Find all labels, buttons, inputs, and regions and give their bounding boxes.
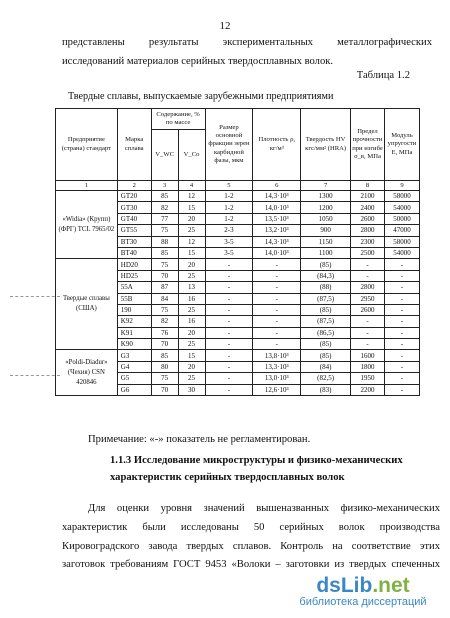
table-cell: GT40: [117, 213, 151, 224]
table-cell: K91: [117, 327, 151, 338]
header-bend: Предел прочности при изгибе σ_в, МПа: [351, 109, 385, 181]
table-cell: 1950: [351, 373, 385, 384]
table-cell: 12,6·10³: [253, 384, 301, 395]
table-cell: 13: [178, 282, 205, 293]
table-cell: -: [205, 293, 253, 304]
margin-dash: [10, 375, 60, 376]
table-cell: 1100: [301, 247, 351, 258]
table-cell: -: [205, 270, 253, 281]
table-cell: (88): [301, 282, 351, 293]
table-cell: G6: [117, 384, 151, 395]
table-cell: -: [351, 327, 385, 338]
table-cell: 2200: [351, 384, 385, 395]
header-content-co: V_Co: [178, 130, 205, 181]
table-cell: 1800: [351, 361, 385, 372]
table-cell: G3: [117, 350, 151, 361]
table-cell: 12: [178, 191, 205, 202]
table-cell: 2950: [351, 293, 385, 304]
table-cell: 20: [178, 327, 205, 338]
table-cell: 25: [178, 373, 205, 384]
table-cell: -: [384, 373, 419, 384]
index-cell: 3: [151, 181, 178, 191]
table-cell: -: [205, 327, 253, 338]
header-hardness: Твердость HV кгс/мм² (HRA): [301, 109, 351, 181]
table-cell: 3-5: [205, 236, 253, 247]
table-cell: 1-2: [205, 213, 253, 224]
table-caption: Твердые сплавы, выпускаемые зарубежными предприятиями: [68, 91, 334, 102]
table-cell: 15: [178, 202, 205, 213]
table-cell: -: [205, 339, 253, 350]
table-cell: HD25: [117, 270, 151, 281]
header-grain: Размер основной фракции зерен карбидной фазы, мкм: [205, 109, 253, 181]
watermark-subtitle: библиотека диссертаций: [299, 596, 427, 608]
index-cell: 6: [253, 181, 301, 191]
table-cell: 87: [151, 282, 178, 293]
table-cell: 25: [178, 225, 205, 236]
header-grade: Марка сплава: [117, 109, 151, 181]
table-cell: 15: [178, 247, 205, 258]
table-cell: 14,0·10³: [253, 202, 301, 213]
table-cell: (86,5): [301, 327, 351, 338]
index-cell: 9: [384, 181, 419, 191]
intro-line-2: исследований материалов серийных твердосплавных волок.: [62, 56, 334, 67]
table-cell: 84: [151, 293, 178, 304]
table-cell: (85): [301, 339, 351, 350]
table-cell: -: [351, 316, 385, 327]
table-cell: 2800: [351, 225, 385, 236]
page-number: 12: [219, 20, 231, 32]
table-cell: -: [253, 270, 301, 281]
table-cell: 1600: [351, 350, 385, 361]
header-company: Предприятие (страна) стандарт: [56, 109, 118, 181]
index-cell: 8: [351, 181, 385, 191]
table-cell: 70: [151, 384, 178, 395]
table-cell: GT20: [117, 191, 151, 202]
table-cell: GT55: [117, 225, 151, 236]
table-cell: -: [384, 350, 419, 361]
index-cell: 4: [178, 181, 205, 191]
table-cell: 54000: [384, 202, 419, 213]
index-row: [56, 181, 420, 191]
header-modulus: Модуль упругости E, МПа: [384, 109, 419, 181]
table-cell: -: [253, 316, 301, 327]
table-cell: 75: [151, 373, 178, 384]
watermark-brand: [288, 574, 438, 598]
table-cell: 13,0·10³: [253, 373, 301, 384]
table-cell: G4: [117, 361, 151, 372]
header-density: Плотность ρ, кг/м³: [253, 109, 301, 181]
table-cell: 13,3·10³: [253, 361, 301, 372]
table-cell: 190: [117, 304, 151, 315]
table-cell: (87,5): [301, 293, 351, 304]
table-cell: -: [205, 350, 253, 361]
index-cell: 7: [301, 181, 351, 191]
watermark-brand-b: .net: [372, 574, 410, 597]
table-cell: 55A: [117, 282, 151, 293]
watermark-brand-a: dsLib: [316, 574, 373, 597]
group-name: «Poldi-Diadur» (Чехия) CSN 420846: [56, 350, 118, 396]
table-cell: 20: [178, 259, 205, 270]
table-cell: -: [384, 282, 419, 293]
header-content: Содержание, % по массе: [151, 109, 205, 130]
table-cell: 55B: [117, 293, 151, 304]
table-cell: 16: [178, 293, 205, 304]
intro-line-1: представлены результаты экспериментальных металлографических: [62, 37, 432, 48]
table-cell: 14,0·10³: [253, 247, 301, 258]
group-name: «Widia» (Крупп) (ФРГ) TCL 7965/02: [56, 191, 118, 259]
table-cell: -: [384, 361, 419, 372]
table-cell: -: [205, 304, 253, 315]
table-cell: 50000: [384, 213, 419, 224]
table-cell: 1050: [301, 213, 351, 224]
table-cell: 85: [151, 191, 178, 202]
table-cell: -: [253, 327, 301, 338]
table-cell: 900: [301, 225, 351, 236]
table-cell: -: [384, 259, 419, 270]
table-cell: 58000: [384, 191, 419, 202]
table-row: [56, 191, 420, 202]
body-line-4: заготовок требованиям ГОСТ 9453 «Волоки – заготовки из твердых спеченных: [62, 559, 440, 571]
table-cell: 2100: [351, 191, 385, 202]
table-cell: 2800: [351, 282, 385, 293]
table-cell: GT30: [117, 202, 151, 213]
table-cell: 82: [151, 202, 178, 213]
table-cell: 76: [151, 327, 178, 338]
table-cell: -: [351, 270, 385, 281]
table-row: [56, 259, 420, 270]
table-cell: 2400: [351, 202, 385, 213]
table-cell: HD20: [117, 259, 151, 270]
table-cell: (82,5): [301, 373, 351, 384]
table-cell: 3-5: [205, 247, 253, 258]
table-cell: 70: [151, 270, 178, 281]
index-cell: 1: [56, 181, 118, 191]
table-cell: (85): [301, 259, 351, 270]
table-label: Таблица 1.2: [356, 70, 410, 81]
table-cell: 85: [151, 350, 178, 361]
table-cell: -: [205, 259, 253, 270]
table-cell: (85): [301, 304, 351, 315]
table-cell: 47000: [384, 225, 419, 236]
table-cell: 2600: [351, 213, 385, 224]
table-cell: 1200: [301, 202, 351, 213]
table-cell: 54000: [384, 247, 419, 258]
table-cell: 1-2: [205, 202, 253, 213]
body-line-3: Кировоградского завода твердых сплавов. Контроль на соответствие этих: [62, 540, 440, 552]
table-cell: 14,3·10³: [253, 236, 301, 247]
table-cell: 88: [151, 236, 178, 247]
table-cell: (84,3): [301, 270, 351, 281]
index-cell: 5: [205, 181, 253, 191]
table-cell: 85: [151, 247, 178, 258]
index-cell: 2: [117, 181, 151, 191]
table-cell: (85): [301, 350, 351, 361]
body-paragraph: [62, 500, 440, 575]
table-cell: 2500: [351, 247, 385, 258]
table-cell: 1150: [301, 236, 351, 247]
table-cell: -: [205, 316, 253, 327]
table-cell: 13,8·10³: [253, 350, 301, 361]
section-heading: 1.1.3 Исследование микроструктуры и физико-механических характеристик серийных твердосплавных волок: [110, 455, 403, 483]
table-cell: -: [205, 361, 253, 372]
table-cell: BT30: [117, 236, 151, 247]
table-cell: 77: [151, 213, 178, 224]
table-cell: K92: [117, 316, 151, 327]
table-cell: -: [253, 304, 301, 315]
table-cell: 12: [178, 236, 205, 247]
table-cell: 2600: [351, 304, 385, 315]
table-cell: -: [384, 293, 419, 304]
table-cell: -: [384, 327, 419, 338]
table-cell: 25: [178, 270, 205, 281]
table-note: Примечание: «-» показатель не регламентирован.: [88, 434, 311, 445]
group-name: Твердые сплавы (США): [56, 259, 118, 350]
table-cell: (83): [301, 384, 351, 395]
table-cell: 13,2·10³: [253, 225, 301, 236]
table-cell: 30: [178, 384, 205, 395]
table-cell: -: [384, 304, 419, 315]
table-cell: -: [384, 339, 419, 350]
table-cell: -: [351, 339, 385, 350]
table-cell: -: [384, 316, 419, 327]
table-cell: -: [205, 373, 253, 384]
header-content-wc: V_WC: [151, 130, 178, 181]
table-cell: 75: [151, 225, 178, 236]
table-cell: 13,5·10³: [253, 213, 301, 224]
table-cell: 20: [178, 361, 205, 372]
table-cell: -: [384, 384, 419, 395]
table-cell: G5: [117, 373, 151, 384]
table-row: [56, 350, 420, 361]
table-cell: 25: [178, 304, 205, 315]
table-cell: 25: [178, 339, 205, 350]
table-cell: -: [384, 270, 419, 281]
table-cell: 75: [151, 259, 178, 270]
table-cell: -: [253, 282, 301, 293]
table-cell: -: [205, 282, 253, 293]
intro-paragraph: [62, 33, 432, 71]
margin-dash: [10, 296, 60, 297]
table-cell: 2-3: [205, 225, 253, 236]
table-cell: 1-2: [205, 191, 253, 202]
table-cell: 15: [178, 350, 205, 361]
table-cell: 14,3·10³: [253, 191, 301, 202]
table-cell: 80: [151, 361, 178, 372]
body-line-1: Для оценки уровня значений вышеназванных физико-механических: [88, 503, 440, 514]
table-cell: -: [253, 339, 301, 350]
table-cell: BT40: [117, 247, 151, 258]
table-cell: -: [205, 384, 253, 395]
alloys-table: [55, 108, 420, 396]
table-cell: (87,5): [301, 316, 351, 327]
table-cell: (84): [301, 361, 351, 372]
table-cell: 82: [151, 316, 178, 327]
table-cell: K90: [117, 339, 151, 350]
body-line-2: характеристик были исследованы 50 серийных волок производства: [62, 521, 440, 533]
table-cell: 16: [178, 316, 205, 327]
watermark-logo: [288, 574, 438, 608]
table-cell: -: [253, 293, 301, 304]
table-cell: -: [351, 259, 385, 270]
table-cell: 20: [178, 213, 205, 224]
table-cell: 75: [151, 304, 178, 315]
table-cell: 58000: [384, 236, 419, 247]
table-cell: 1300: [301, 191, 351, 202]
table-cell: 70: [151, 339, 178, 350]
table-cell: 2300: [351, 236, 385, 247]
table-cell: -: [253, 259, 301, 270]
